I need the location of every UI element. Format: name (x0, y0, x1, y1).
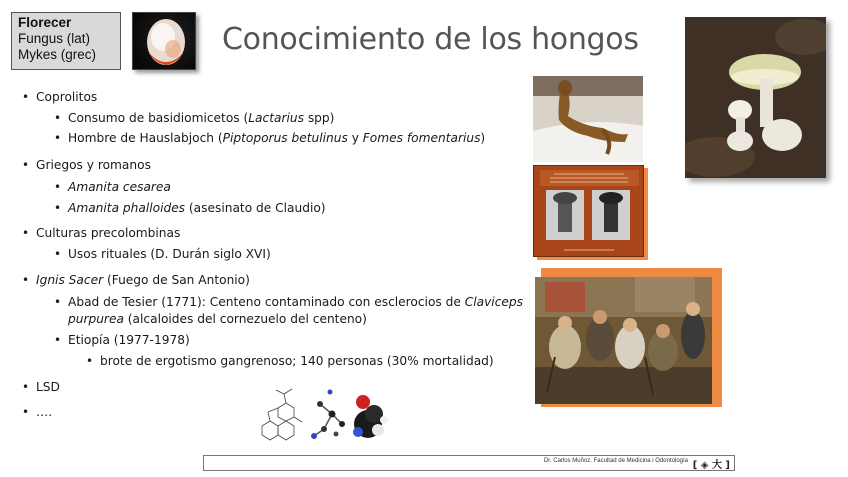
spore-photo (132, 12, 196, 70)
bullet-basidiomicetos (68, 111, 334, 126)
bullet-text: Consumo de basidiomicetos ( (68, 111, 249, 125)
bullet-abad-tesier-cont (68, 312, 367, 327)
etymology-box (11, 12, 121, 70)
footer-bar (203, 455, 735, 471)
bullet-griegos-romanos (36, 158, 151, 173)
etymology-line-florecer: Florecer (18, 15, 72, 30)
bullet-brote-ergotismo (100, 354, 494, 369)
bullet-text: …. (36, 405, 53, 419)
bruegel-beggars-painting (535, 277, 712, 404)
bullet-culturas-precolombinas (36, 226, 180, 241)
mummy-illustration (533, 76, 643, 162)
bullet-text: ) (480, 131, 486, 145)
bullet-italic: Ignis Sacer (36, 273, 104, 287)
bullet-usos-rituales (68, 247, 271, 262)
bullet-coprolitos (36, 90, 97, 105)
bullet-text: LSD (36, 380, 60, 394)
bullet-text: (asesinato de Claudio) (185, 201, 326, 215)
bullet-text: brote de ergotismo gangrenoso; 140 personas (30% mortalidad) (100, 354, 494, 368)
lsd-structural-formula (262, 389, 302, 440)
university-logo: [ ◈ 大 ] (692, 460, 730, 471)
bullet-text: Abad de Tesier (1771): Centeno contaminado con esclerocios de (68, 295, 465, 309)
bullet-hombre-hauslabjoch (68, 131, 485, 146)
bullet-amanita-cesarea (68, 180, 171, 195)
bullet-ellipsis (36, 405, 52, 420)
bullet-italic: Lactarius (248, 111, 304, 125)
bullet-italic: Claviceps (464, 295, 523, 309)
bullet-italic: Piptoporus betulinus (222, 131, 348, 145)
bullet-text: Griegos y romanos (36, 158, 151, 172)
bullet-ignis-sacer (36, 273, 250, 288)
lsd-molecule-illustrations (250, 384, 395, 444)
etymology-line-mykes: Mykes (grec) (18, 47, 97, 62)
bullet-italic: Fomes fomentarius (362, 131, 481, 145)
mushroom-illustration (685, 17, 826, 178)
bullet-text: Coprolitos (36, 90, 98, 104)
bullet-text: (Fuego de San Antonio) (103, 273, 250, 287)
etymology-line-fungus: Fungus (lat) (18, 31, 91, 46)
bullet-text: Hombre de Hauslabjoch ( (68, 131, 223, 145)
spore-illustration (133, 13, 196, 70)
bullet-abad-tesier (68, 295, 523, 310)
amanita-mushroom-photo (685, 17, 826, 178)
bullet-text: Usos rituales (D. Durán siglo XVI) (68, 247, 271, 261)
lsd-space-filling-model (353, 395, 388, 438)
bullet-text: y (347, 131, 363, 145)
bullet-text: Culturas precolombinas (36, 226, 181, 240)
bullet-italic: Amanita cesarea (68, 180, 171, 194)
bullet-amanita-phalloides (68, 201, 326, 216)
lsd-ball-stick-model (311, 390, 345, 440)
bullet-etiopia (68, 333, 190, 348)
footer-credit: Dr. Carlos Muñoz. Facultad de Medicina i Odontología (543, 458, 688, 464)
bullet-text: Etiopía (1977-1978) (68, 333, 190, 347)
page-title: Conocimiento de los hongos (222, 22, 639, 57)
bullet-text: spp) (303, 111, 335, 125)
bullet-lsd (36, 380, 60, 395)
bullet-italic: Amanita phalloides (68, 201, 186, 215)
bullet-text: (alcaloides del cornezuelo del centeno) (123, 312, 367, 326)
ergot-illustration (534, 166, 644, 257)
ergot-slide-image (533, 165, 644, 257)
painting-illustration (535, 277, 712, 404)
bullet-italic: purpurea (68, 312, 124, 326)
hauslabjoch-mummy-photo (533, 76, 643, 162)
